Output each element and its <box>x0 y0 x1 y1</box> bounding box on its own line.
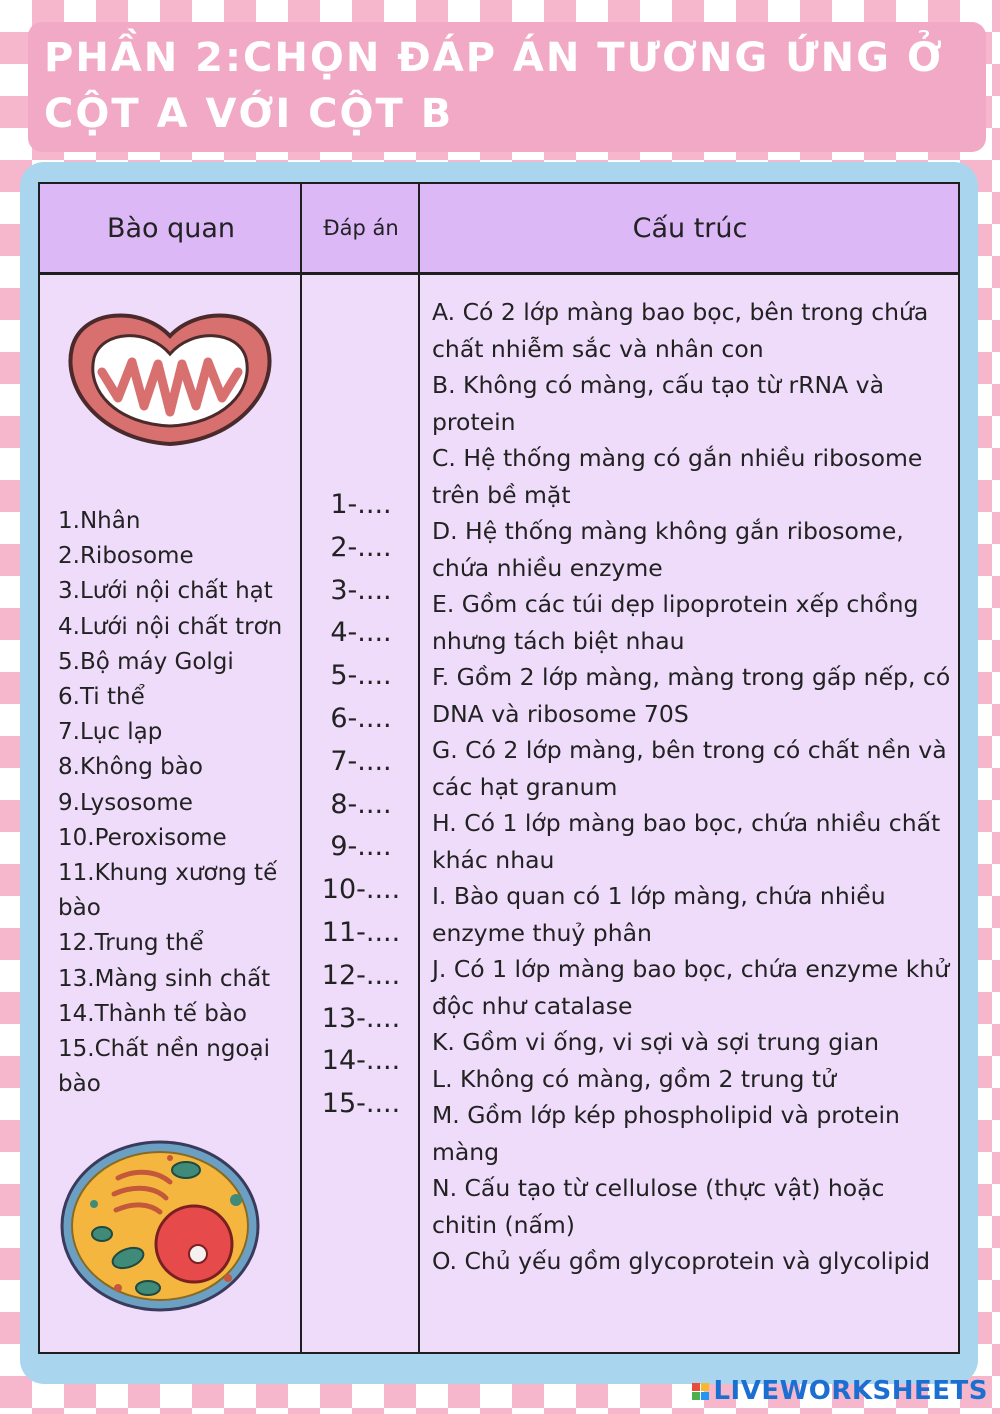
list-item: 15.Chất nền ngoại bào <box>58 1036 270 1098</box>
list-item: B. Không có màng, cấu tạo từ rRNA và protein <box>432 371 884 436</box>
list-item: 1.Nhân <box>58 508 141 534</box>
matching-table <box>38 182 960 1354</box>
page-title: PHẦN 2:CHỌN ĐÁP ÁN TƯƠNG ỨNG Ở CỘT A VỚI CỘT B <box>44 35 944 137</box>
answer-blank[interactable]: 11-.... <box>321 916 401 948</box>
answer-blank[interactable]: 15-.... <box>321 1088 401 1120</box>
structure-list <box>432 294 954 1280</box>
answer-blank[interactable]: 12-.... <box>321 959 401 991</box>
list-item: L. Không có màng, gồm 2 trung tử <box>432 1064 837 1093</box>
list-item: K. Gồm vi ống, vi sợi và sợi trung gian <box>432 1028 880 1056</box>
header-answer: Đáp án <box>323 216 399 240</box>
header-divider <box>40 272 958 275</box>
answer-blank[interactable]: 8-.... <box>330 788 392 820</box>
mitochondrion-icon <box>62 302 278 452</box>
list-item: N. Cấu tạo từ cellulose (thực vật) hoặc chitin (nấm) <box>432 1174 885 1239</box>
list-item: 13.Màng sinh chất <box>58 965 271 992</box>
answer-blank[interactable]: 4-.... <box>330 617 392 649</box>
list-item: O. Chủ yếu gồm glycoprotein và glycolipid <box>432 1247 931 1275</box>
list-item: 9.Lysosome <box>58 789 193 816</box>
list-item: D. Hệ thống màng không gắn ribosome, chứa nhiều enzyme <box>432 517 904 582</box>
list-item: M. Gồm lớp kép phospholipid và protein màng <box>432 1101 900 1166</box>
answer-blank[interactable]: 10-.... <box>321 874 401 906</box>
list-item: I. Bào quan có 1 lớp màng, chứa nhiều enzyme thuỷ phân <box>432 882 886 947</box>
list-item: 8.Không bào <box>58 754 203 781</box>
header-organelle: Bào quan <box>106 212 236 244</box>
animal-cell-icon <box>58 1138 262 1314</box>
list-item: E. Gồm các túi dẹp lipoprotein xếp chồng nhưng tách biệt nhau <box>432 590 919 655</box>
list-item: H. Có 1 lớp màng bao bọc, chứa nhiều chất khác nhau <box>432 809 941 874</box>
list-item: 12.Trung thể <box>58 930 204 957</box>
answer-blank[interactable]: 7-.... <box>330 745 392 777</box>
liveworksheets-logo-icon <box>692 1383 709 1400</box>
list-item: F. Gồm 2 lớp màng, màng trong gấp nếp, có DNA và ribosome 70S <box>432 663 951 728</box>
footer-brand: LIVEWORKSHEETS <box>713 1376 988 1406</box>
header-structure: Cấu trúc <box>632 212 748 244</box>
list-item: 2.Ribosome <box>58 543 194 570</box>
list-item: G. Có 2 lớp màng, bên trong có chất nền và các hạt granum <box>432 736 947 801</box>
list-item: 3.Lưới nội chất hạt <box>58 578 273 605</box>
list-item: 5.Bộ máy Golgi <box>58 648 234 675</box>
list-item: J. Có 1 lớp màng bao bọc, chứa enzyme khử độc như catalase <box>432 955 950 1020</box>
answer-blank[interactable]: 13-.... <box>321 1002 401 1034</box>
answer-blank[interactable]: 9-.... <box>330 831 392 863</box>
list-item: 10.Peroxisome <box>58 824 227 851</box>
answer-blank[interactable]: 1-.... <box>330 489 392 520</box>
list-item: C. Hệ thống màng có gắn nhiều ribosome trên bề mặt <box>432 444 923 509</box>
list-item: 14.Thành tế bào <box>58 1000 248 1027</box>
answer-blank[interactable]: 2-.... <box>330 531 392 563</box>
answer-blank[interactable]: 14-.... <box>321 1045 401 1077</box>
liveworksheets-logo[interactable] <box>692 1376 988 1406</box>
list-item: 4.Lưới nội chất trơn <box>58 613 283 640</box>
answer-blank[interactable]: 5-.... <box>330 660 392 692</box>
organelle-list <box>58 504 303 1102</box>
answer-list <box>302 484 420 1126</box>
list-item: 11.Khung xương tế bào <box>58 860 278 922</box>
answer-blank[interactable]: 6-.... <box>330 702 392 734</box>
list-item: 7.Lục lạp <box>58 719 163 746</box>
list-item: 6.Ti thể <box>58 684 145 711</box>
answer-blank[interactable]: 3-.... <box>330 574 392 606</box>
table-header <box>40 184 958 272</box>
list-item: A. Có 2 lớp màng bao bọc, bên trong chứa chất nhiễm sắc và nhân con <box>432 298 929 363</box>
